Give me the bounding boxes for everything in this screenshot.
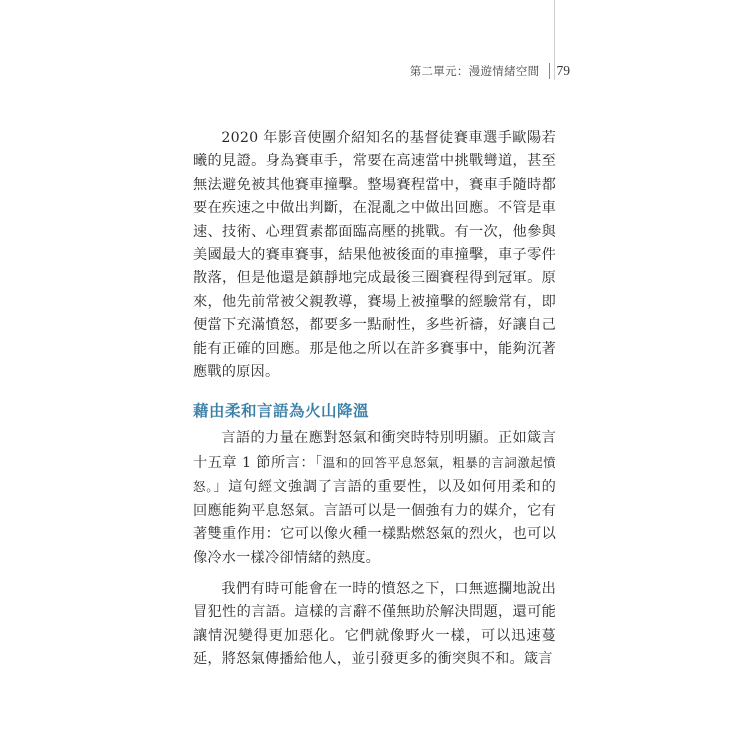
page-number: 79 bbox=[556, 63, 570, 78]
paragraph-1: 2020 年影音使團介紹知名的基督徒賽車選手歐陽若曦的見證。身為賽車手，常要在高速當中挑戰彎道，甚至無法避免被其他賽車撞擊。整場賽程當中，賽車手隨時都要在疾速之中做出判斷，在混亂之中做出回應。不管是車速、技術、心理質素都面臨高壓的挑戰。有一次，他參與美國最大的賽車賽事，結果他被後面的車撞擊，車子零件散落，但是他還是鎮靜地完成最後三圈賽程得到冠軍。原來，他先前常被父親教導，賽場上被撞擊的經驗常有，即便當下充滿憤怒，都要多一點耐性，多些祈禱，好讓自己能有正確的回應。那是他之所以在許多賽事中，能夠沉著應戰的原因。 bbox=[193, 130, 556, 381]
running-title: 第二單元：漫遊情緒空間 bbox=[409, 64, 540, 78]
page-body bbox=[193, 127, 556, 672]
scripture-quote: 溫和的回答平息怒氣，粗暴的言詞激起憤怒。 bbox=[193, 454, 556, 495]
paragraph-2-rest: 」這句經文強調了言語的重要性，以及如何用柔和的回應能夠平息怒氣。言語可以是一個強有力的媒介，它有著雙重作用：它可以像火種一樣點燃怒氣的烈火，也可以像冷水一樣冷卻情緒的熱度。 bbox=[193, 479, 556, 566]
paragraph-2 bbox=[193, 427, 556, 569]
running-header bbox=[380, 62, 570, 80]
paragraph-3: 我們有時可能會在一時的憤怒之下，口無遮攔地說出冒犯性的言語。這樣的言辭不僅無助於解決問題，還可能讓情況變得更加惡化。它們就像野火一樣，可以迅速蔓延，將怒氣傳播給他人，並引發更多的衝突與不和。箴言 bbox=[193, 580, 556, 668]
header-separator bbox=[549, 63, 550, 79]
section-heading: 藉由柔和言語為火山降溫 bbox=[193, 401, 370, 421]
paragraph-2-intro: 言語的力量在應對怒氣和衝突時特別明顯。正如箴言十五章 1 節所言：「 bbox=[193, 430, 556, 471]
